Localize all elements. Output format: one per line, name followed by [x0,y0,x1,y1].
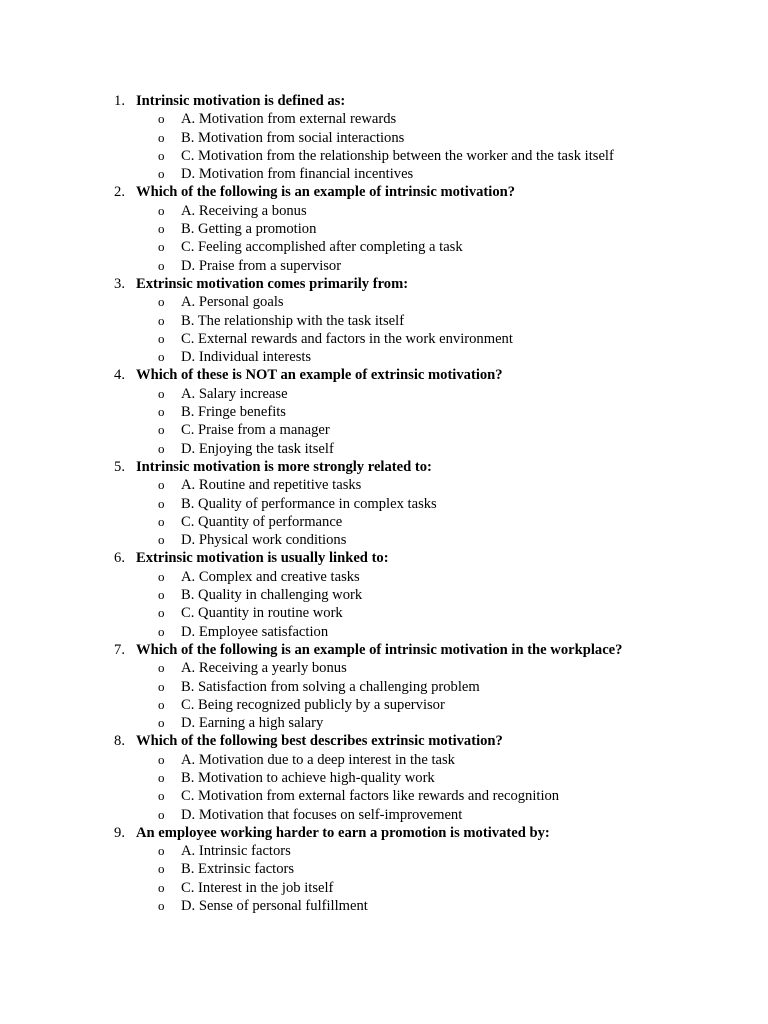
option-text: C. Motivation from the relationship between the worker and the task itself [181,147,614,164]
question-item [0,366,768,457]
bullet-icon: o [158,568,165,584]
question-number: 7. [114,641,125,658]
option-text: C. Praise from a manager [181,422,330,439]
bullet-icon: o [158,806,165,822]
option-text: D. Enjoying the task itself [181,440,334,457]
bullet-icon: o [158,404,165,420]
option-text: C. Feeling accomplished after completing a task [181,239,463,256]
option-item [0,568,768,586]
option-text: D. Sense of personal fulfillment [181,898,368,915]
question-line [0,366,768,384]
question-text: Intrinsic motivation is defined as: [136,93,346,109]
bullet-icon: o [158,788,165,804]
option-text: B. The relationship with the task itself [181,312,405,329]
question-line [0,732,768,750]
bullet-icon: o [158,129,165,145]
question-text: Which of the following is an example of intrinsic motivation in the workplace? [136,641,623,658]
option-text: A. Receiving a bonus [181,202,307,219]
bullet-icon: o [158,623,165,639]
question-item [0,92,768,183]
option-item [0,129,768,147]
option-text: D. Employee satisfaction [181,623,329,640]
option-item [0,696,768,714]
bullet-icon: o [158,257,165,273]
bullet-icon: o [158,294,165,310]
option-list [0,476,768,549]
option-text: A. Receiving a yearly bonus [181,660,347,677]
bullet-icon: o [158,605,165,621]
question-line [0,824,768,842]
bullet-icon: o [158,696,165,712]
question-item [0,275,768,366]
option-item [0,147,768,165]
option-text: D. Earning a high salary [181,715,324,732]
option-item [0,769,768,787]
option-item [0,385,768,403]
question-line [0,92,768,110]
option-item [0,586,768,604]
option-item [0,293,768,311]
option-item [0,879,768,897]
option-item [0,787,768,805]
option-item [0,513,768,531]
question-item [0,824,768,915]
question-item [0,549,768,640]
option-item [0,842,768,860]
question-text: Which of these is NOT an example of extrinsic motivation? [136,367,503,384]
question-item [0,183,768,274]
option-text: D. Motivation that focuses on self-improvement [181,806,463,823]
bullet-icon: o [158,715,165,731]
option-item [0,110,768,128]
option-item [0,220,768,238]
option-text: B. Getting a promotion [181,221,317,238]
option-item [0,623,768,641]
option-list [0,293,768,366]
bullet-icon: o [158,769,165,785]
option-item [0,202,768,220]
bullet-icon: o [158,385,165,401]
option-list [0,568,768,641]
bullet-icon: o [158,861,165,877]
option-text: A. Personal goals [181,294,284,311]
option-text: A. Routine and repetitive tasks [181,477,362,494]
question-number: 8. [114,733,125,750]
bullet-icon: o [158,898,165,914]
bullet-icon: o [158,111,165,127]
bullet-icon: o [158,239,165,255]
bullet-icon: o [158,532,165,548]
question-number: 9. [114,824,125,841]
option-list [0,385,768,458]
option-list [0,659,768,732]
bullet-icon: o [158,221,165,237]
option-text: A. Motivation from external rewards [181,111,397,128]
bullet-icon: o [158,751,165,767]
question-number: 4. [114,367,125,384]
bullet-icon: o [158,513,165,529]
option-text: C. Interest in the job itself [181,879,334,896]
bullet-icon: o [158,678,165,694]
option-text: A. Salary increase [181,385,288,402]
question-line [0,458,768,476]
option-text: C. Quantity of performance [181,513,343,530]
bullet-icon: o [158,422,165,438]
option-item [0,440,768,458]
option-text: C. Being recognized publicly by a supervisor [181,696,445,713]
question-list [0,92,768,915]
question-line [0,549,768,567]
question-item [0,732,768,823]
option-item [0,604,768,622]
option-item [0,330,768,348]
option-text: C. Quantity in routine work [181,605,343,622]
option-item [0,678,768,696]
option-text: A. Complex and creative tasks [181,568,360,585]
option-item [0,403,768,421]
bullet-icon: o [158,879,165,895]
option-item [0,751,768,769]
option-list [0,202,768,275]
option-list [0,751,768,824]
bullet-icon: o [158,440,165,456]
question-line [0,275,768,293]
option-list [0,842,768,915]
question-item [0,458,768,549]
bullet-icon: o [158,587,165,603]
question-text: An employee working harder to earn a promotion is motivated by: [136,824,550,841]
option-text: B. Motivation to achieve high-quality work [181,769,435,786]
option-text: D. Motivation from financial incentives [181,166,414,183]
bullet-icon: o [158,312,165,328]
option-item [0,312,768,330]
question-number: 1. [114,93,125,109]
option-item [0,257,768,275]
question-text: Intrinsic motivation is more strongly related to: [136,458,432,475]
bullet-icon: o [158,660,165,676]
question-number: 2. [114,184,125,201]
bullet-icon: o [158,495,165,511]
option-item [0,348,768,366]
option-text: B. Quality of performance in complex tasks [181,495,437,512]
option-text: A. Motivation due to a deep interest in the task [181,751,455,768]
question-number: 6. [114,550,125,567]
option-item [0,476,768,494]
question-number: 3. [114,275,125,292]
option-text: D. Praise from a supervisor [181,257,342,274]
option-text: D. Physical work conditions [181,532,347,549]
option-list [0,110,768,183]
option-item [0,531,768,549]
question-line [0,641,768,659]
option-item [0,165,768,183]
option-text: D. Individual interests [181,349,312,366]
option-text: C. External rewards and factors in the work environment [181,330,513,347]
option-item [0,897,768,915]
option-item [0,238,768,256]
option-text: B. Fringe benefits [181,404,286,421]
option-text: B. Motivation from social interactions [181,129,405,146]
bullet-icon: o [158,349,165,365]
question-text: Which of the following is an example of intrinsic motivation? [136,184,516,201]
bullet-icon: o [158,843,165,859]
bullet-icon: o [158,330,165,346]
option-text: B. Extrinsic factors [181,861,295,878]
option-item [0,659,768,677]
option-item [0,714,768,732]
question-text: Which of the following best describes extrinsic motivation? [136,733,503,750]
option-item [0,495,768,513]
option-text: B. Satisfaction from solving a challenging problem [181,678,480,695]
option-text: C. Motivation from external factors like rewards and recognition [181,788,560,805]
question-number: 5. [114,458,125,475]
option-text: B. Quality in challenging work [181,587,363,604]
bullet-icon: o [158,147,165,163]
bullet-icon: o [158,477,165,493]
bullet-icon: o [158,202,165,218]
option-item [0,421,768,439]
option-item [0,806,768,824]
option-item [0,860,768,878]
question-text: Extrinsic motivation comes primarily from: [136,275,409,292]
question-text: Extrinsic motivation is usually linked to: [136,550,389,567]
question-item [0,641,768,732]
bullet-icon: o [158,166,165,182]
option-text: A. Intrinsic factors [181,843,291,860]
question-line [0,183,768,201]
